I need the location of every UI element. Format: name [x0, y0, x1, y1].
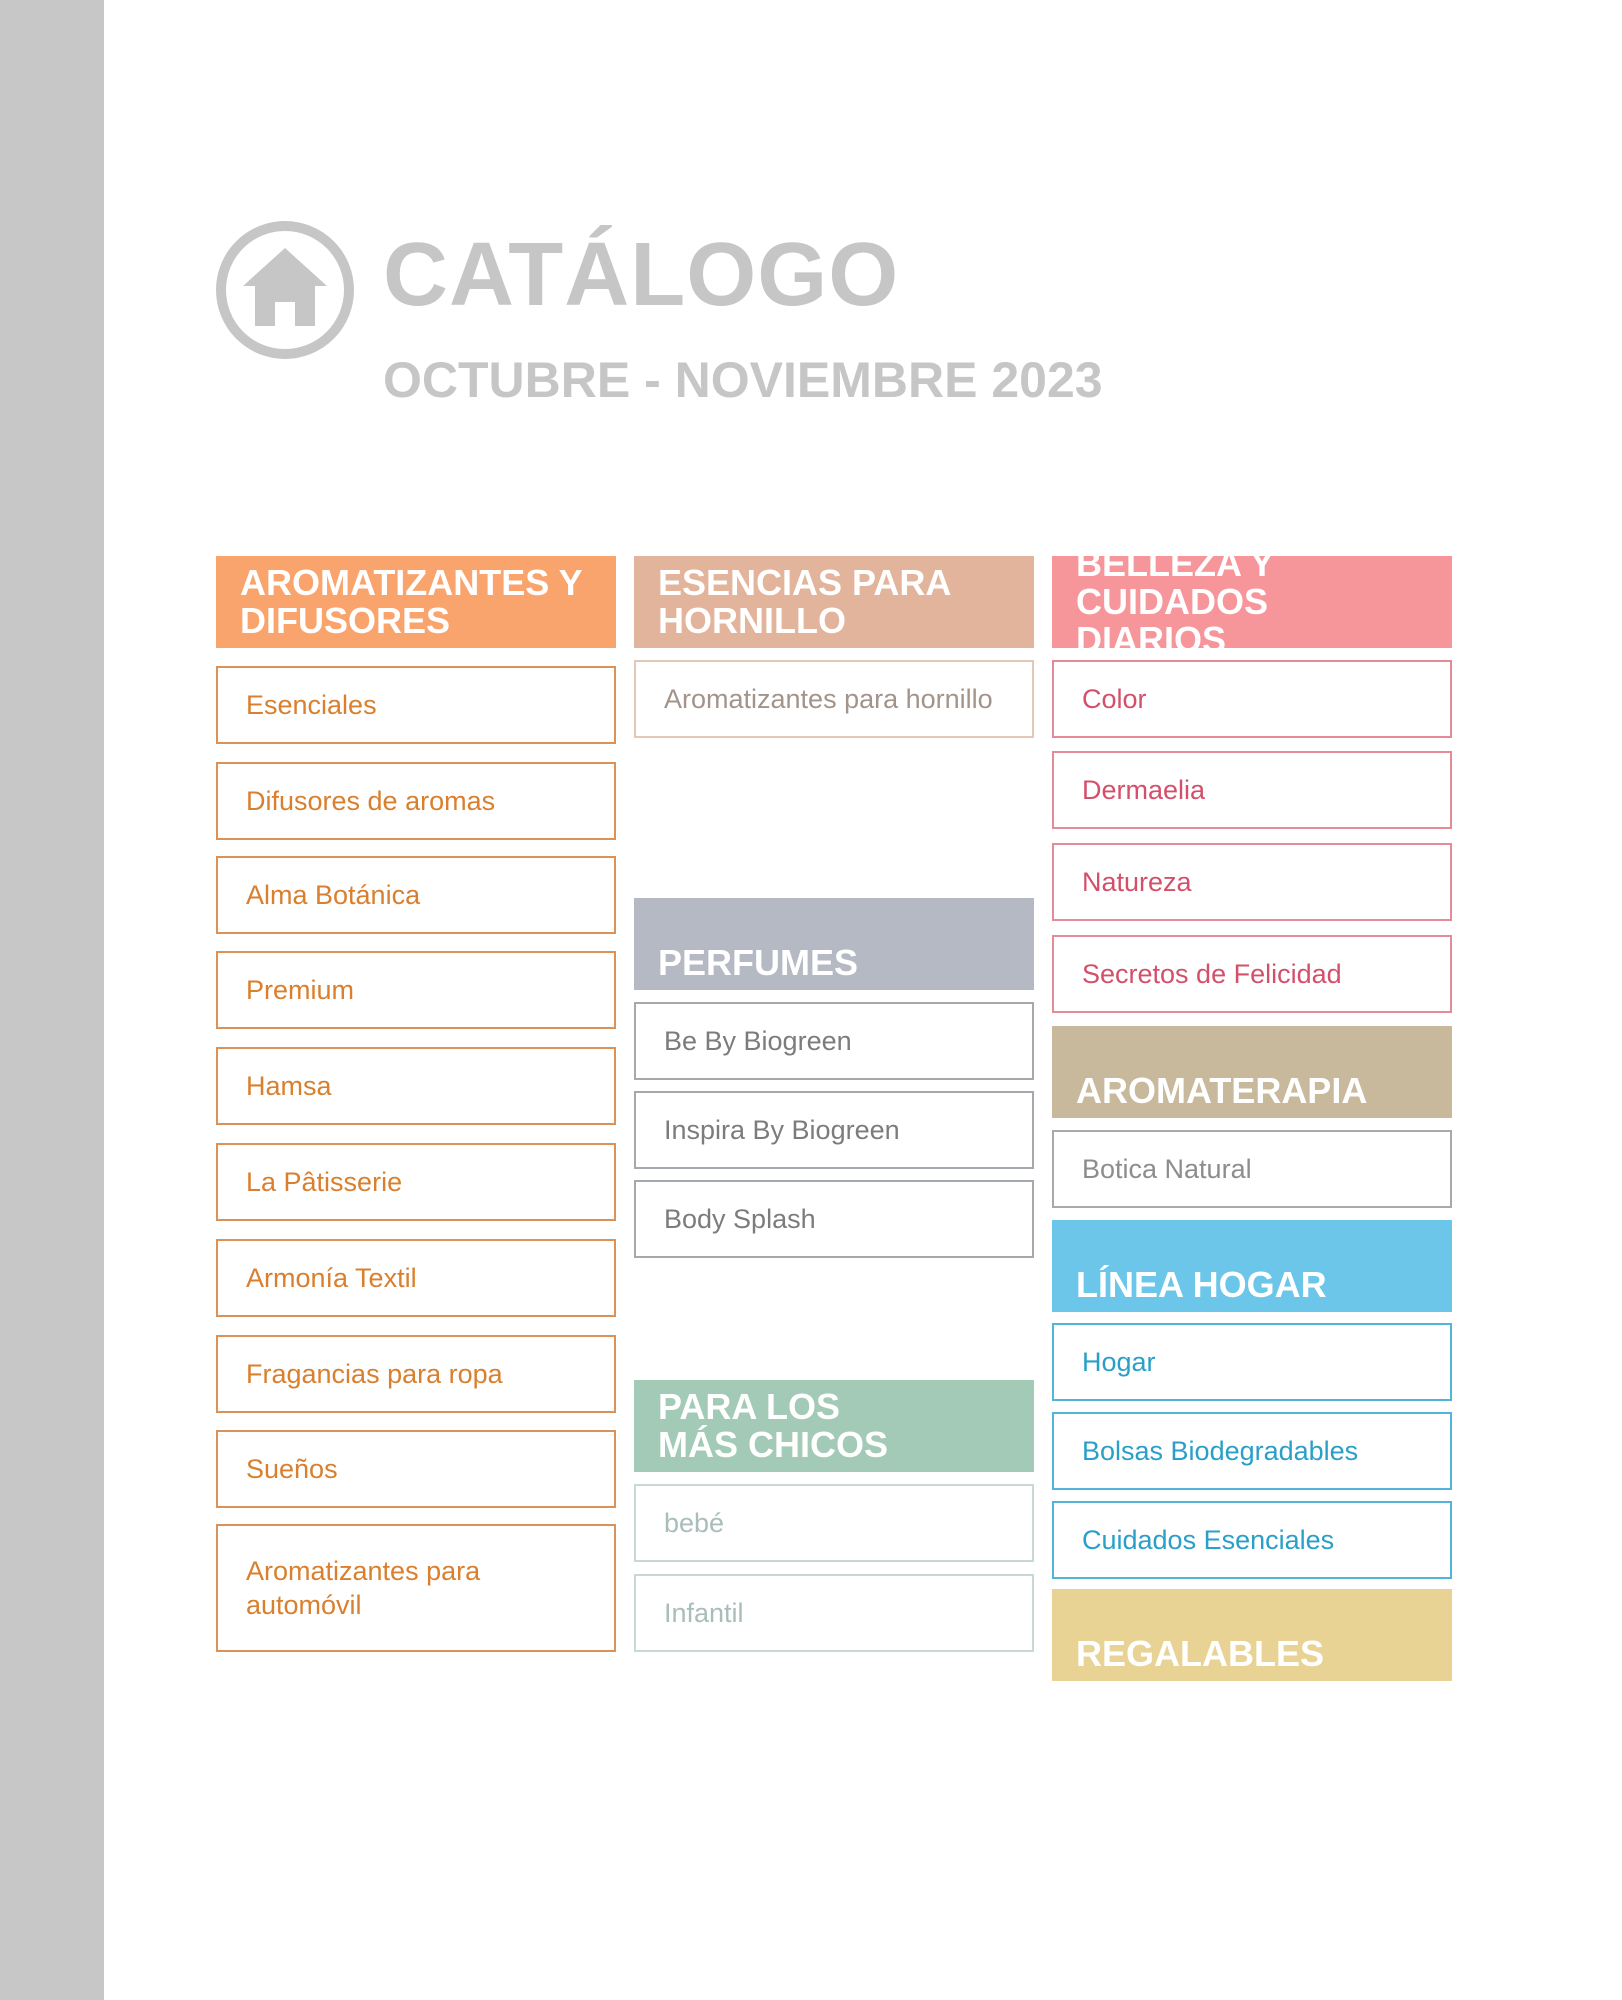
- item-be-by-biogreen[interactable]: Be By Biogreen: [634, 1002, 1034, 1080]
- header-belleza[interactable]: BELLEZA Y CUIDADOS DIARIOS: [1052, 556, 1452, 648]
- header-perfumes[interactable]: PERFUMES: [634, 898, 1034, 990]
- header-regalables[interactable]: REGALABLES: [1052, 1589, 1452, 1681]
- item-aromatizantes-automovil[interactable]: Aromatizantes para automóvil: [216, 1524, 616, 1652]
- item-la-patisserie[interactable]: La Pâtisserie: [216, 1143, 616, 1221]
- item-aromatizantes-hornillo[interactable]: Aromatizantes para hornillo: [634, 660, 1034, 738]
- item-alma-botanica[interactable]: Alma Botánica: [216, 856, 616, 934]
- item-bebe[interactable]: bebé: [634, 1484, 1034, 1562]
- item-natureza[interactable]: Natureza: [1052, 843, 1452, 921]
- side-strip: [0, 0, 104, 2000]
- page-subtitle: OCTUBRE - NOVIEMBRE 2023: [383, 352, 1103, 408]
- item-hamsa[interactable]: Hamsa: [216, 1047, 616, 1125]
- header-aromatizantes[interactable]: AROMATIZANTES Y DIFUSORES: [216, 556, 616, 648]
- item-suenos[interactable]: Sueños: [216, 1430, 616, 1508]
- item-premium[interactable]: Premium: [216, 951, 616, 1029]
- home-icon[interactable]: [215, 220, 355, 360]
- item-fragancias-para-ropa[interactable]: Fragancias para ropa: [216, 1335, 616, 1413]
- item-cuidados-esenciales[interactable]: Cuidados Esenciales: [1052, 1501, 1452, 1579]
- item-armonia-textil[interactable]: Armonía Textil: [216, 1239, 616, 1317]
- item-hogar[interactable]: Hogar: [1052, 1323, 1452, 1401]
- item-difusores-de-aromas[interactable]: Difusores de aromas: [216, 762, 616, 840]
- page-title: CATÁLOGO: [383, 225, 900, 325]
- item-bolsas-biodegradables[interactable]: Bolsas Biodegradables: [1052, 1412, 1452, 1490]
- item-secretos-de-felicidad[interactable]: Secretos de Felicidad: [1052, 935, 1452, 1013]
- header-para-los-mas-chicos[interactable]: PARA LOS MÁS CHICOS: [634, 1380, 1034, 1472]
- item-color[interactable]: Color: [1052, 660, 1452, 738]
- item-botica-natural[interactable]: Botica Natural: [1052, 1130, 1452, 1208]
- header-aromaterapia[interactable]: AROMATERAPIA: [1052, 1026, 1452, 1118]
- header-linea-hogar[interactable]: LÍNEA HOGAR: [1052, 1220, 1452, 1312]
- item-infantil[interactable]: Infantil: [634, 1574, 1034, 1652]
- item-body-splash[interactable]: Body Splash: [634, 1180, 1034, 1258]
- header-esencias[interactable]: ESENCIAS PARA HORNILLO: [634, 556, 1034, 648]
- item-inspira-by-biogreen[interactable]: Inspira By Biogreen: [634, 1091, 1034, 1169]
- item-esenciales[interactable]: Esenciales: [216, 666, 616, 744]
- item-dermaelia[interactable]: Dermaelia: [1052, 751, 1452, 829]
